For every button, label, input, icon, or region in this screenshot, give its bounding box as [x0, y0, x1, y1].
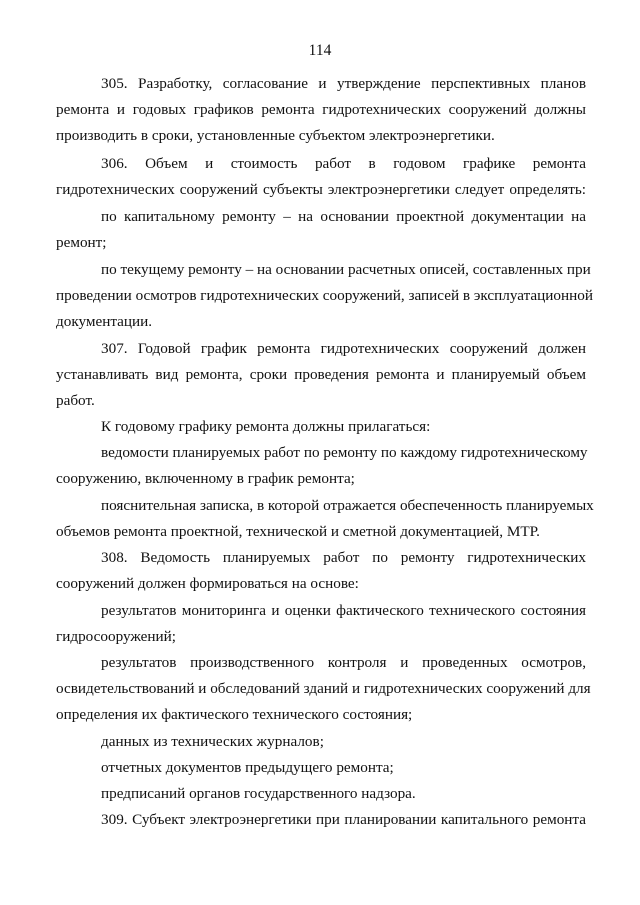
text-line: 308. Ведомость планируемых работ по ремонту гидротехнических: [101, 549, 586, 566]
text-line: сооружений должен формироваться на основе:: [56, 575, 359, 592]
text-line: 307. Годовой график ремонта гидротехнических сооружений должен: [101, 340, 586, 357]
text-line: К годовому графику ремонта должны прилагаться:: [101, 418, 431, 435]
text-line: 309. Субъект электроэнергетики при планировании капитального ремонта: [101, 811, 586, 828]
text-line: проведении осмотров гидротехнических сооружений, записей в эксплуатационной: [56, 287, 593, 304]
text-line: гидротехнических сооружений субъекты электроэнергетики следует определять:: [56, 181, 586, 198]
text-line: устанавливать вид ремонта, сроки проведения ремонта и планируемый объем: [56, 366, 586, 383]
text-line: документации.: [56, 313, 153, 330]
text-line: отчетных документов предыдущего ремонта;: [101, 759, 394, 776]
text-line: освидетельствований и обследований зданий и гидротехнических сооружений для: [56, 680, 591, 697]
text-line: данных из технических журналов;: [101, 733, 324, 750]
text-line: объемов ремонта проектной, технической и сметной документацией, МТР.: [56, 523, 540, 540]
text-line: результатов производственного контроля и проведенных осмотров,: [101, 654, 586, 671]
text-line: по текущему ремонту – на основании расчетных описей, составленных при: [101, 261, 591, 278]
text-line: гидросооружений;: [56, 628, 177, 645]
page-number: 114: [308, 42, 332, 59]
text-line: 306. Объем и стоимость работ в годовом графике ремонта: [101, 155, 586, 172]
text-line: по капитальному ремонту – на основании проектной документации на: [101, 208, 586, 225]
text-line: определения их фактического технического состояния;: [56, 706, 413, 723]
text-line: результатов мониторинга и оценки фактического технического состояния: [101, 602, 586, 619]
text-line: предписаний органов государственного надзора.: [101, 785, 416, 802]
text-line: ведомости планируемых работ по ремонту по каждому гидротехническому: [101, 444, 588, 461]
text-line: 305. Разработку, согласование и утверждение перспективных планов: [101, 75, 586, 92]
text-line: работ.: [56, 392, 95, 409]
text-line: производить в сроки, установленные субъектом электроэнергетики.: [56, 127, 495, 144]
text-line: ремонта и годовых графиков ремонта гидротехнических сооружений должны: [56, 101, 586, 118]
text-line: сооружению, включенному в график ремонта;: [56, 470, 355, 487]
text-line: ремонт;: [56, 234, 107, 251]
text-line: пояснительная записка, в которой отражается обеспеченность планируемых: [101, 497, 594, 514]
